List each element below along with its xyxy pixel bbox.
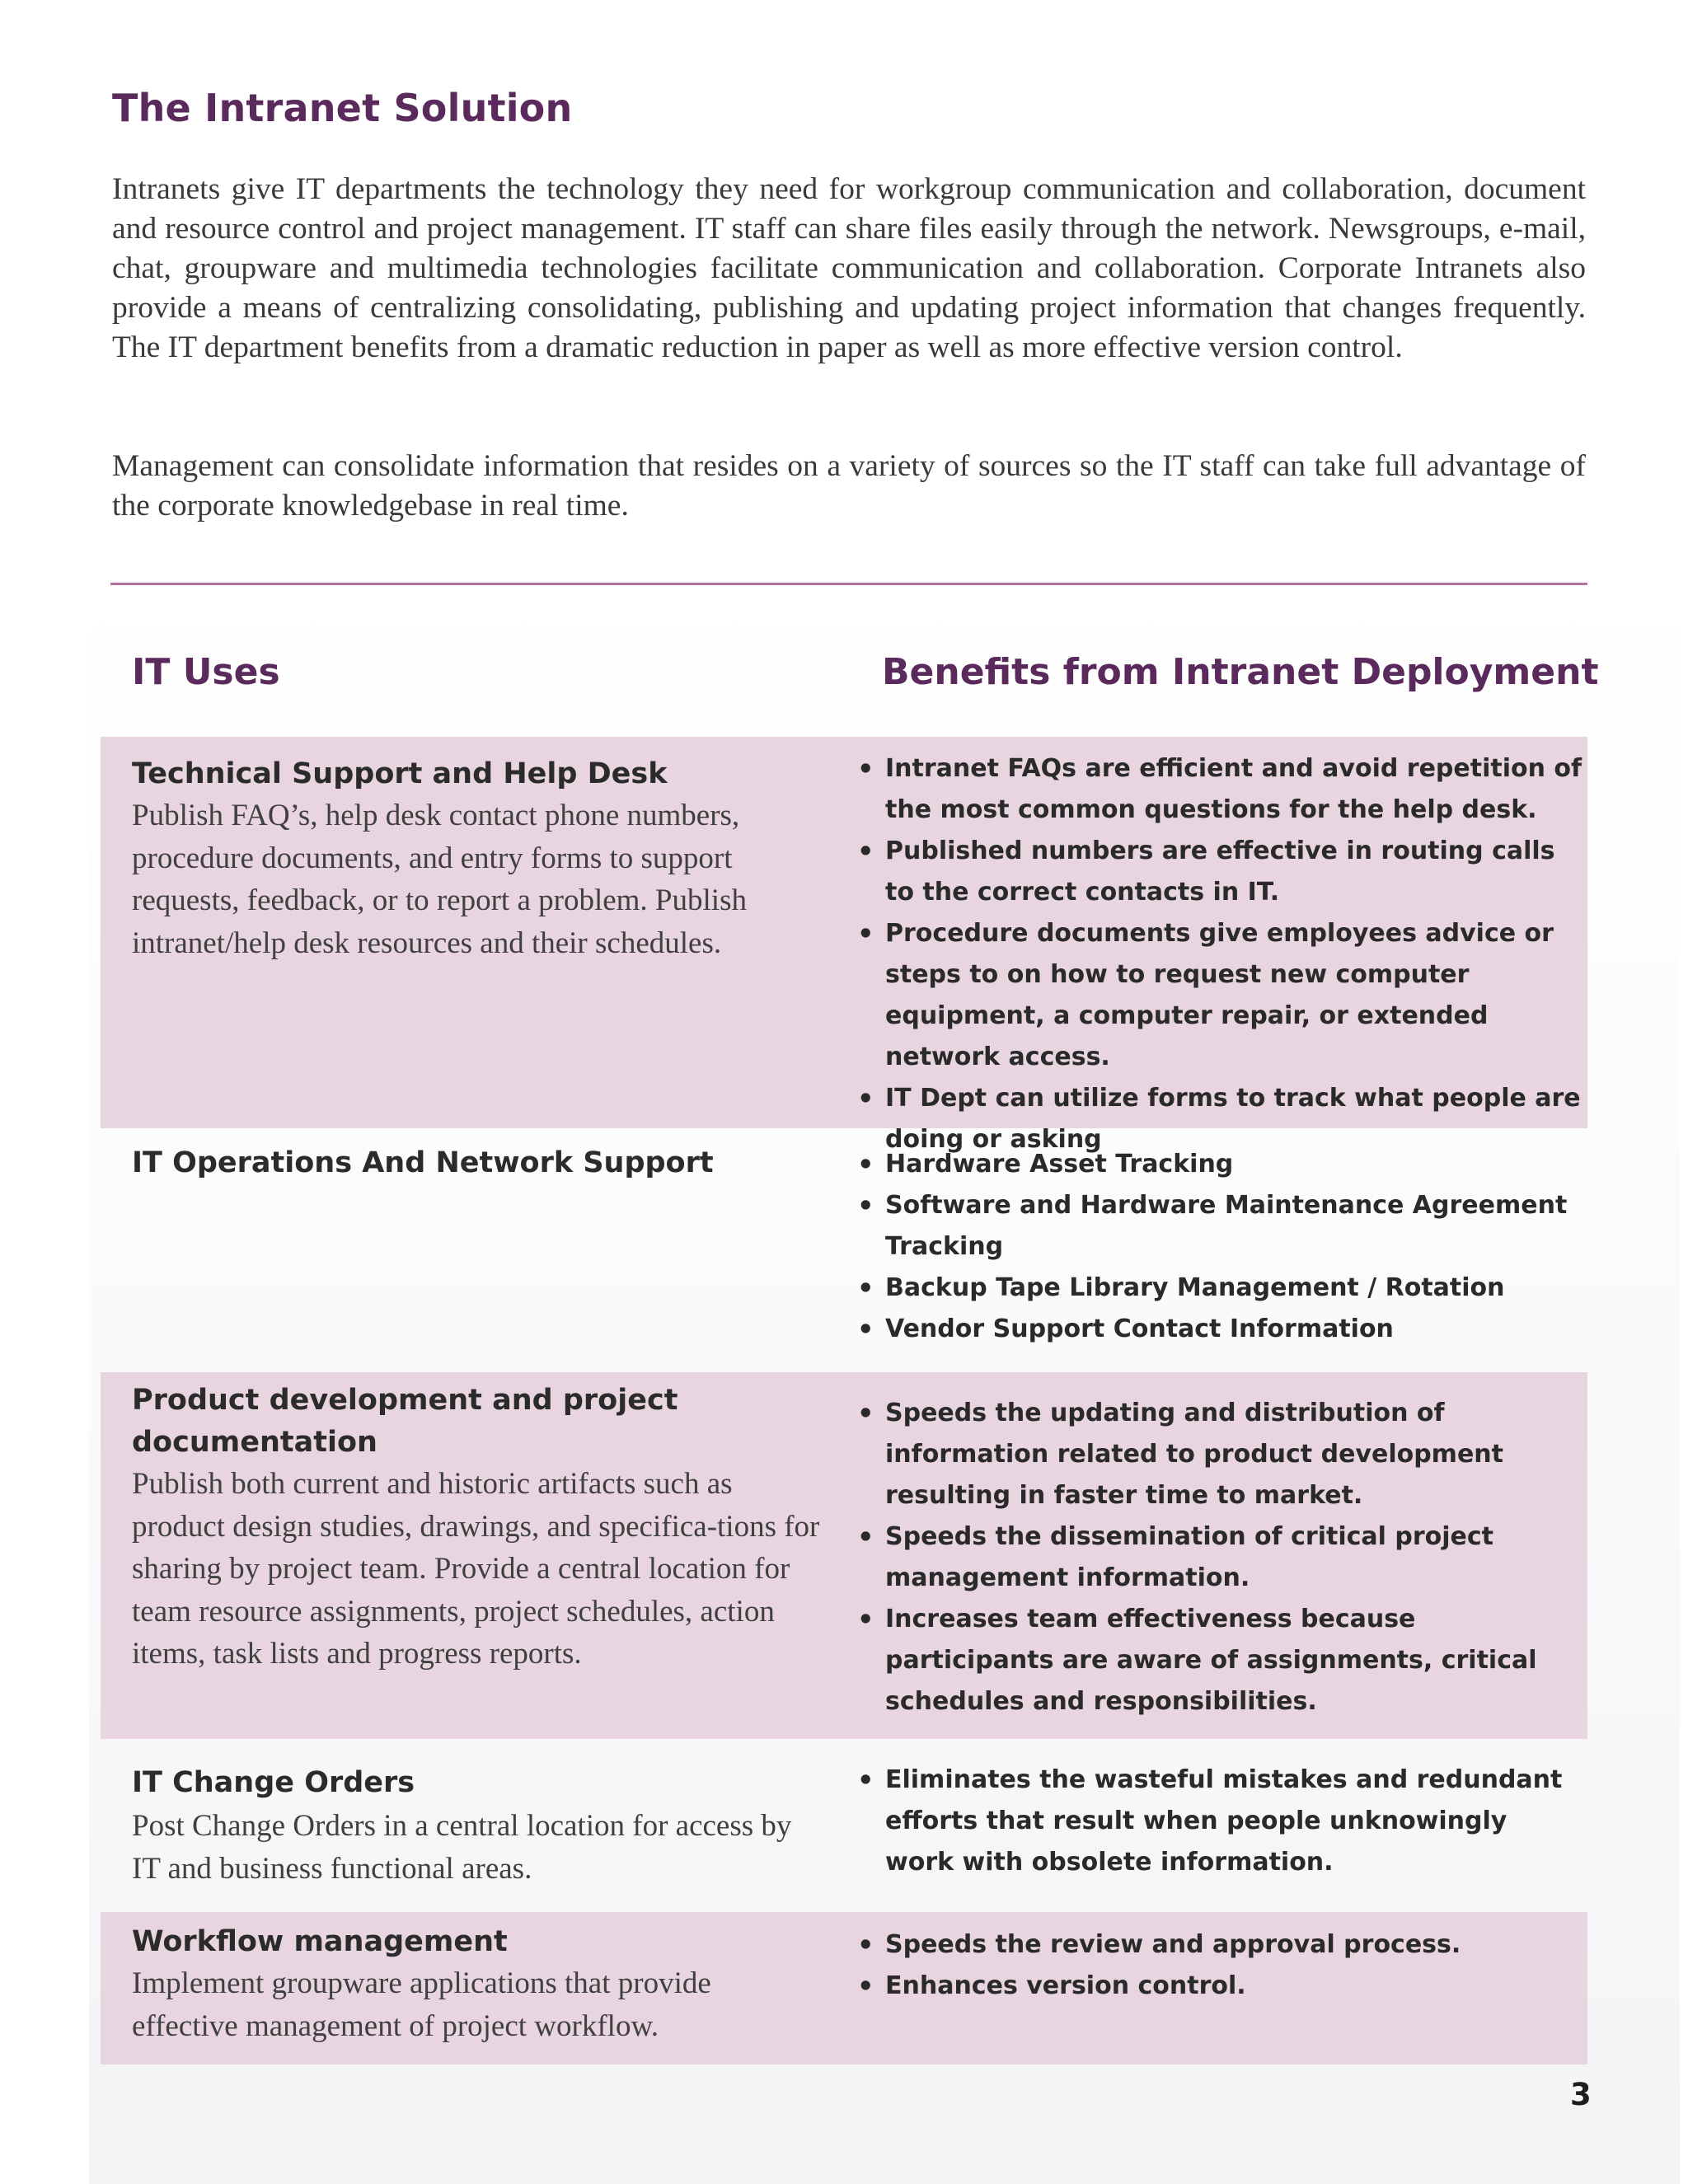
benefit-item: • Hardware Asset Tracking [857, 1144, 1582, 1185]
use-title: IT Operations And Network Support [132, 1146, 714, 1179]
benefit-list [857, 1924, 1582, 2007]
benefit-item: • Software and Hardware Maintenance Agreement Tracking [857, 1185, 1582, 1268]
section-title: The Intranet Solution [112, 86, 573, 130]
table-row-product-development [101, 1372, 1587, 1739]
benefit-item: • Backup Tape Library Management / Rotation [857, 1268, 1582, 1309]
benefit-list [857, 748, 1582, 1160]
use-description: Implement groupware applications that provide effective management of project workflow. [132, 1966, 711, 2043]
intro-paragraph: Intranets give IT departments the technology they need for workgroup communication and collaboration, document and resource control and project management. IT staff can share files easily through the network. Newsgroups, e-mail, chat, groupware and multimedia technologies facilitate communication and collaboration. Corporate Intranets also provide a means of centralizing consolidating, publishing and updating project information that changes frequently. The IT department benefits from a dramatic reduction in paper as well as more effective version control. [112, 172, 1586, 364]
benefit-item: • IT Dept can utilize forms to track what people are doing or asking [857, 1078, 1582, 1160]
table-row-workflow [101, 1912, 1587, 2064]
benefit-item: • Procedure documents give employees advice or steps to on how to request new computer equipment, a computer repair, or extended network access. [857, 913, 1582, 1078]
use-title: Product development and project documentation [132, 1384, 678, 1459]
use-title: Workflow management [132, 1925, 508, 1958]
management-paragraph: Management can consolidate information that resides on a variety of sources so the IT staff can take full advantage of the corporate knowledgebase in real time. [112, 449, 1586, 523]
benefit-item: • Increases team effectiveness because participants are aware of assignments, critical schedules and responsibilities. [857, 1599, 1582, 1722]
table-row-it-operations [101, 1128, 1587, 1372]
column-header-it-uses: IT Uses [132, 651, 280, 693]
page-number: 3 [1570, 2077, 1592, 2112]
benefit-item: • Speeds the updating and distribution of information related to product development resulting in faster time to market. [857, 1393, 1582, 1516]
use-description: Publish both current and historic artifacts such as product design studies, drawings, and specifica-tions for sharing by project team. Provide a central location for team resource assignments, project schedules, action items, task lists and progress reports. [132, 1467, 820, 1671]
benefit-item: • Eliminates the wasteful mistakes and redundant efforts that result when people unknowingly work with obsolete information. [857, 1760, 1582, 1883]
use-description: Publish FAQ’s, help desk contact phone numbers, procedure documents, and entry forms to support requests, feedback, or to report a problem. Publish intranet/help desk resources and their schedules. [132, 799, 747, 960]
benefit-list [857, 1144, 1582, 1350]
section-divider [110, 583, 1587, 585]
use-title: Technical Support and Help Desk [132, 757, 668, 790]
benefit-item: • Enhances version control. [857, 1966, 1582, 2007]
use-description: Post Change Orders in a central location for access by IT and business functional areas. [132, 1809, 792, 1886]
use-title: IT Change Orders [132, 1766, 415, 1799]
table-row-help-desk [101, 737, 1587, 1154]
table-row-change-orders [101, 1739, 1587, 1912]
benefit-item: • Vendor Support Contact Information [857, 1309, 1582, 1350]
benefit-item: • Speeds the dissemination of critical project management information. [857, 1516, 1582, 1599]
benefit-item: • Intranet FAQs are efficient and avoid repetition of the most common questions for the help desk. [857, 748, 1582, 831]
benefit-item: • Published numbers are effective in routing calls to the correct contacts in IT. [857, 831, 1582, 913]
benefit-list [857, 1760, 1582, 1883]
benefit-list [857, 1393, 1582, 1722]
benefit-item: • Speeds the review and approval process. [857, 1924, 1582, 1966]
column-header-benefits: Benefits from Intranet Deployment [882, 651, 1599, 693]
